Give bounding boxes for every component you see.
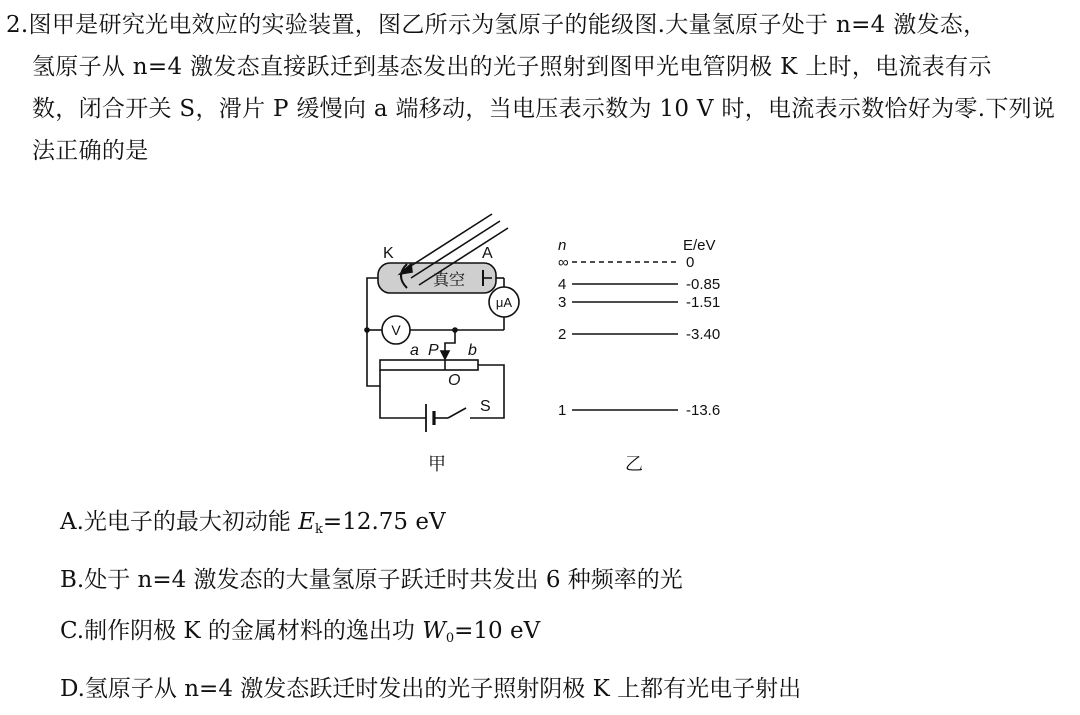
answer-options — [60, 497, 801, 715]
option-a-var: E — [298, 509, 316, 535]
label-b-end: b — [468, 342, 477, 359]
caption-jia: 甲 — [428, 454, 446, 474]
option-c-var: W — [422, 618, 446, 644]
level-n-label: ∞ — [558, 254, 569, 271]
option-c[interactable] — [60, 606, 801, 664]
stem-line-2: 氢原子从 n=4 激发态直接跃迁到基态发出的光子照射到图甲光电管阴极 K 上时，电流表有示 — [32, 54, 992, 80]
junction-dot-left — [364, 327, 370, 333]
level-energy-label: 0 — [686, 254, 695, 271]
wire-bottom-left — [380, 370, 426, 418]
ammeter-label: μA — [495, 295, 513, 310]
level-energy-label: -0.85 — [686, 276, 721, 293]
level-n-label: 1 — [558, 402, 567, 419]
slider-p-arrow-icon — [441, 351, 449, 359]
e-header: E/eV — [683, 237, 716, 254]
option-c-suffix: =10 eV — [454, 618, 541, 644]
level-n-label: 3 — [558, 294, 567, 311]
option-c-prefix: C.制作阴极 K 的金属材料的逸出功 — [60, 618, 423, 644]
n-header: n — [558, 237, 567, 254]
caption-yi: 乙 — [625, 454, 643, 474]
label-a-end: a — [410, 342, 419, 359]
stem-line-1: 2.图甲是研究光电效应的实验装置，图乙所示为氢原子的能级图.大量氢原子处于 n=4 激发态， — [6, 12, 987, 38]
level-energy-label: -1.51 — [686, 294, 721, 311]
level-n-label: 2 — [558, 326, 567, 343]
level-energy-label: -3.40 — [686, 326, 721, 343]
option-a-sub: k — [315, 522, 323, 537]
level-energy-label: -13.6 — [686, 402, 721, 419]
switch-blade — [448, 408, 466, 418]
stem-line-3: 数，闭合开关 S，滑片 P 缓慢向 a 端移动，当电压表示数为 10 V 时，电流表示数恰好为零.下列说 — [32, 96, 1056, 122]
option-a-prefix: A.光电子的最大初动能 — [60, 509, 299, 535]
option-c-sub: 0 — [445, 631, 455, 646]
option-a-suffix: =12.75 eV — [322, 509, 446, 535]
level-n-label: 4 — [558, 276, 567, 293]
junction-dot-right — [452, 327, 458, 333]
label-a: A — [482, 245, 493, 262]
rheostat — [380, 360, 478, 370]
label-k: K — [383, 245, 394, 262]
figure-yi — [558, 237, 720, 474]
option-d[interactable]: D.氢原子从 n=4 激发态跃迁时发出的光子照射阴极 K 上都有光电子射出 — [60, 676, 802, 702]
option-a[interactable] — [60, 497, 801, 555]
option-b[interactable]: B.处于 n=4 激发态的大量氢原子跃迁时共发出 6 种频率的光 — [60, 567, 683, 593]
label-o: O — [448, 372, 461, 389]
label-vacuum: 真空 — [433, 272, 466, 289]
energy-levels — [558, 254, 720, 419]
label-p: P — [428, 342, 439, 359]
stem-line-4: 法正确的是 — [32, 138, 149, 164]
voltmeter-label: V — [391, 322, 401, 338]
label-s: S — [480, 398, 491, 415]
